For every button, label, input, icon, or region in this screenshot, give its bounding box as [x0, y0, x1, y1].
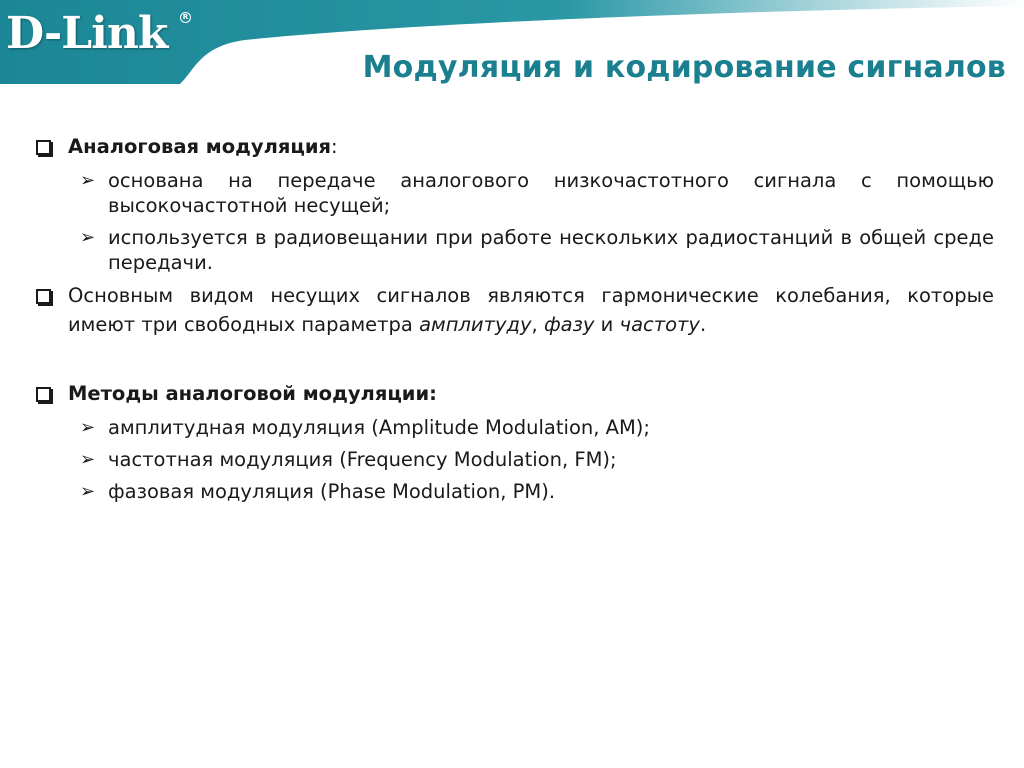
separator: и [594, 313, 620, 336]
arrow-bullet-icon: ➢ [80, 417, 96, 438]
dlink-logo: D-Link [6, 8, 168, 59]
arrow-bullet-icon: ➢ [80, 481, 96, 502]
checkbox-bullet-icon [36, 387, 51, 402]
slide-content [34, 132, 994, 504]
arrow-bullet-icon: ➢ [80, 227, 96, 248]
sub-bullet [80, 415, 994, 440]
bullet-heading: Методы аналоговой модуляции: [68, 382, 437, 405]
sub-bullet-text: фазовая модуляция (Phase Modulation, PM). [108, 480, 556, 503]
sub-bullet-text: основана на передаче аналогового низкочастотного сигнала с помощью высокочастотной несущей; [108, 169, 994, 217]
bullet-heading: Аналоговая модуляция [68, 135, 332, 158]
bullet-analog-modulation [34, 132, 994, 161]
sub-bullet-text: амплитудная модуляция (Amplitude Modulation, AM); [108, 416, 650, 439]
arrow-bullet-icon: ➢ [80, 449, 96, 470]
term-frequency: частоту [619, 313, 700, 336]
sub-bullet [80, 168, 994, 218]
page-title: Модуляция и кодирование сигналов [362, 50, 1006, 85]
registered-mark-icon: R [180, 12, 191, 23]
checkbox-bullet-icon [36, 140, 51, 155]
sub-bullet [80, 479, 994, 504]
bullet-carrier-signals [34, 281, 994, 339]
sub-bullet [80, 447, 994, 472]
bullet-colon: : [331, 135, 338, 158]
term-amplitude: амплитуду [419, 313, 532, 336]
bullet-text: Основным видом несущих сигналов являются гармонические колебания, которые имеют три свободных параметра [68, 284, 994, 336]
sub-bullet [80, 225, 994, 275]
sub-bullet-text: частотная модуляция (Frequency Modulation, FM); [108, 448, 617, 471]
sub-bullet-text: используется в радиовещании при работе нескольких радиостанций в общей среде передачи. [108, 226, 994, 274]
separator: , [531, 313, 544, 336]
period: . [699, 313, 707, 336]
arrow-bullet-icon: ➢ [80, 170, 96, 191]
checkbox-bullet-icon [36, 289, 51, 304]
bullet-analog-methods [34, 379, 994, 408]
term-phase: фазу [543, 313, 595, 336]
